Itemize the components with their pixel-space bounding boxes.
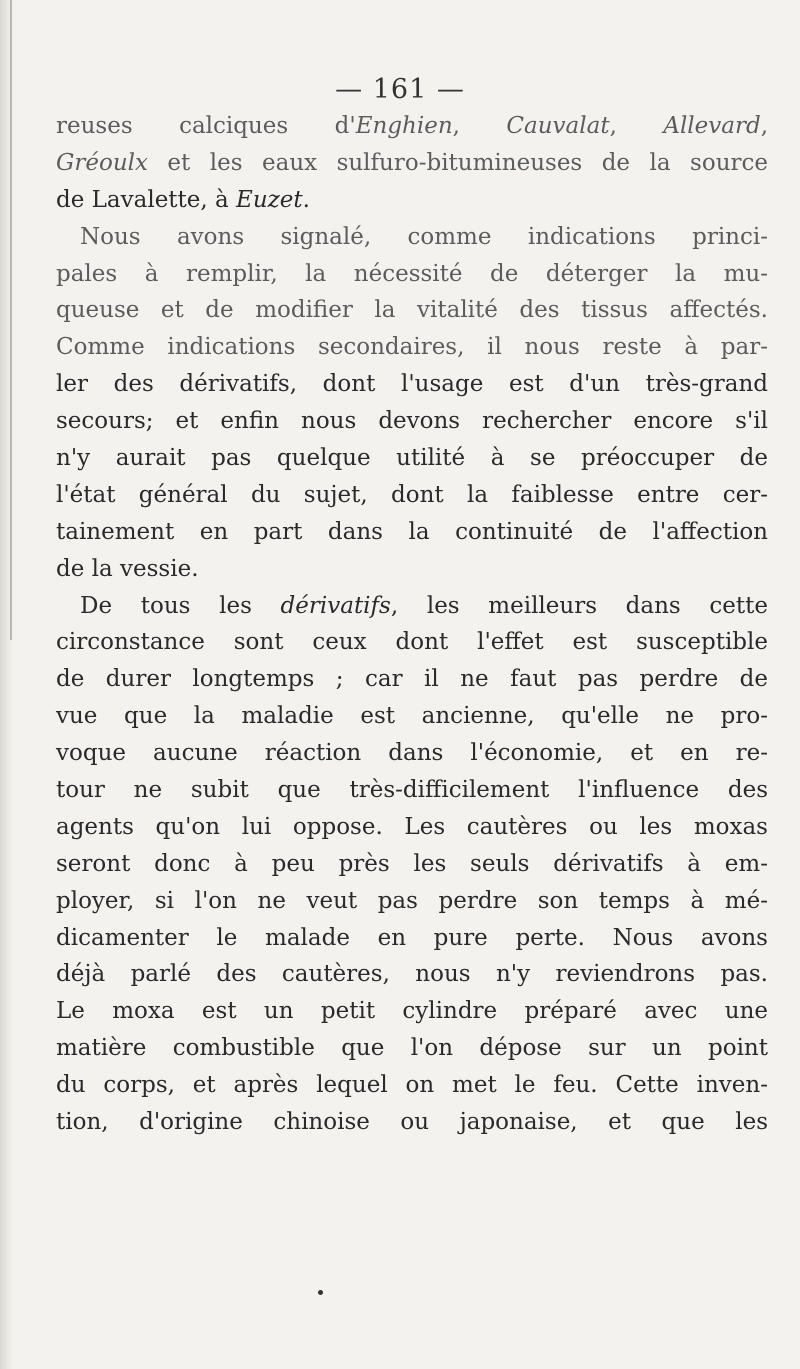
body-text [56,108,768,1141]
text-line: agents qu'on lui oppose. Les cautères ou les moxas [56,813,768,840]
text-line: Gréoulx et les eaux sulfuro-bitumineuses de la source [56,149,768,176]
ink-speck [318,1290,323,1295]
text-line: queuse et de modifier la vitalité des tissus affectés. [56,297,768,324]
text-line: pales à remplir, la nécessité de déterger la mu- [56,260,768,287]
text-line: matière combustible que l'on dépose sur un point [56,1035,768,1062]
text-line: vue que la maladie est ancienne, qu'elle ne pro- [56,703,768,730]
text-line: tour ne subit que très-difficilement l'influence des [56,777,768,804]
text-line: l'état général du sujet, dont la faiblesse entre cer- [56,481,768,508]
text-line: du corps, et après lequel on met le feu. Cette inven- [56,1072,768,1099]
text-line: secours; et enfin nous devons rechercher encore s'il [56,408,768,435]
text-line: ler des dérivatifs, dont l'usage est d'un très-grand [56,371,768,398]
text-line: de durer longtemps ; car il ne faut pas perdre de [56,666,768,693]
text-line: n'y aurait pas quelque utilité à se préoccuper de [56,445,768,472]
text-line: seront donc à peu près les seuls dérivatifs à em- [56,850,768,877]
text-line: Nous avons signalé, comme indications princi- [80,223,768,250]
text-line: circonstance sont ceux dont l'effet est susceptible [56,629,768,656]
text-line: tion, d'origine chinoise ou japonaise, et que les [56,1109,768,1136]
text-line: tainement en part dans la continuité de l'affection [56,518,768,545]
text-line: dicamenter le malade en pure perte. Nous avons [56,924,768,951]
page-number-header: — 161 — [335,74,465,105]
text-line: voque aucune réaction dans l'économie, et en re- [56,740,768,767]
text-line: De tous les dérivatifs, les meilleurs dans cette [80,592,768,619]
text-line: Le moxa est un petit cylindre préparé avec une [56,998,768,1025]
text-line: déjà parlé des cautères, nous n'y reviendrons pas. [56,961,768,988]
text-line: Comme indications secondaires, il nous reste à par- [56,334,768,361]
text-line: reuses calciques d'Enghien, Cauvalat, Allevard, [56,113,768,139]
text-line: de Lavalette, à Euzet. [56,186,310,213]
text-line: ployer, si l'on ne veut pas perdre son temps à mé- [56,887,768,914]
text-line: de la vessie. [56,555,199,582]
